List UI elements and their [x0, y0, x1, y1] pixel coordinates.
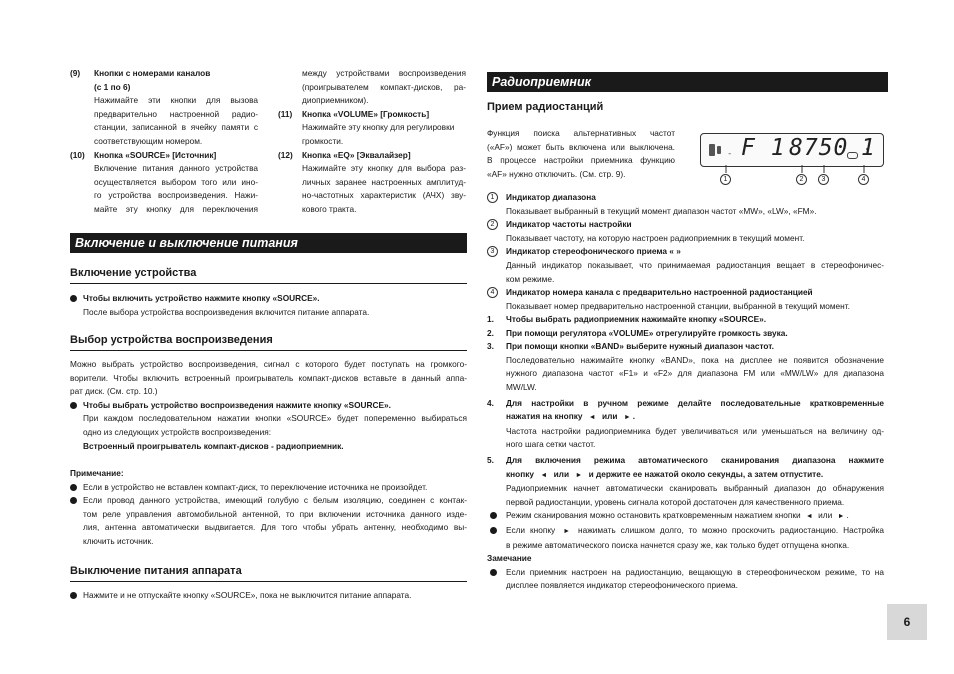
cont-line-1: между устройствами воспроизведения [302, 68, 466, 78]
callout-2: 2 [796, 174, 807, 185]
power-off-bullet: Нажмите и не отпускайте кнопку «SOURCE», пока не выключится питание аппарата. [83, 590, 412, 600]
bullet-icon [490, 527, 497, 534]
right-arrow-icon: ► [563, 527, 571, 535]
bullet-2-text-c: в режиме автоматического поиска начнется сразу же, как только будет отпущена кнопка. [506, 539, 850, 550]
item-9-line-3: станции, записанной в ячейку памяти с [94, 122, 258, 133]
power-off-block [70, 589, 480, 603]
display-channel: 1 [861, 135, 875, 161]
bullet-2-text-b: нажимать слишком долго, то можно проскочить радиостанцию. Настройка [578, 524, 885, 535]
step-5-number: 5. [487, 454, 494, 465]
ind-1-text: Показывает выбранный в текущий момент диапазон частот «MW», «LW», «FM». [506, 205, 817, 216]
step-5-or: или [553, 468, 570, 479]
bullet-1-or: или [818, 510, 833, 521]
power-on-text: После выбора устройства воспроизведения включится питание аппарата. [83, 306, 370, 317]
remark-label: Замечание [487, 553, 532, 564]
right-arrow-icon: ► [623, 414, 631, 422]
step-4-number: 4. [487, 397, 494, 408]
stereo-indicator-icon [847, 152, 858, 159]
item-12-line-1: Нажимайте эту кнопку для выбора раз- [302, 163, 466, 174]
cd-icon [709, 144, 715, 156]
step-4-line-2: нажатия на кнопку [506, 411, 583, 422]
power-off-heading: Выключение питания аппарата [70, 564, 467, 582]
item-9-line-1: Нажимайте эти кнопки для вызова [94, 95, 258, 106]
item-12-line-2: личных заранее настроенных амплитуд- [302, 176, 466, 187]
item-10-line-2: осуществляется выбором того или ино- [94, 176, 258, 187]
note-2-line-2: том реле управления автомобильной антенной, то при включении источника данного изде- [83, 508, 467, 519]
step-5-text-2: первой радиостанции, уровень сигнала которой достаточен для качественного приема. [506, 496, 845, 507]
note-1: Если в устройство не вставлен компакт-диск, то переключение источника не произойдет. [83, 481, 428, 492]
step-3-line-2: нужного диапазона частот «F1» и «F2» для диапазона FM или «MW/LW» для диапазона [506, 368, 884, 379]
item-12-title: Кнопка «EQ» [Эквалайзер] [302, 149, 411, 160]
ind-2-text: Показывает частоту, на которую настроен радиоприемник в текущий момент. [506, 232, 805, 243]
power-on-bullet: Чтобы включить устройство нажмите кнопку «SOURCE». [83, 293, 320, 303]
ind-3-marker: 3 [487, 246, 498, 257]
step-1-number: 1. [487, 314, 494, 324]
remark-line-1: Если приемник настроен на радиостанцию, вещающую в стереофоническом режиме, то на [506, 566, 884, 577]
display-band: F 1 [741, 135, 786, 161]
cont-line-2: (проигрывателем компакт-дисков, ра- [302, 81, 466, 92]
steps-list: 1. Чтобы выбрать радиоприемник нажимайте кнопку «SOURCE». 2. При помощи регулятора «VOLUME» отрегулируйте громкость звука. 3. При помощи кнопки «BAND» выберите нужный диапазон частот. Последовательно нажимайте кнопку «BAND», пока на дисплее не появится обозначение нужного диапазона частот «F1» и «F2» для диапазона FM или «MW/LW» для диапазона MW/LW. 4. Для настройки в ручном режиме делайте последовательные кратковременные нажатия на кнопку ◄ или ► . Частота настройки радиоприемника будет увеличиваться или уменьшаться на величину од- ного шага сетки частот. 5. Для включения режима автоматического сканирования диапазона нажмите кнопку ◄ или ► и держите ее нажатой около секунды, а затем отпустите. Радиоприемник начнет автоматически сканировать выбранный диапазон до обнаружения первой радиостанции, уровень сигнала которой достаточен для качественного приема. Режим сканирования можно остановить кратковременным нажатием кнопки ◄ или ► . Если кнопку ► нажимать слишком долго, то можно проскочить радиостанцию. Настройка в режиме автоматического поиска начнется сразу же, как только будет отпущена кнопка. Замечание Если приемник настроен на радиостанцию, вещающую в стереофоническом режиме, то на дисплее появляется индикатор стереофонического приема. [487, 313, 884, 593]
item-12-line-4: кового тракта. [302, 203, 357, 214]
bullet-icon [70, 592, 77, 599]
radio-section-bar: Радиоприемник [487, 72, 888, 92]
intro-line-2: («AF») может быть включена или выключена. [487, 141, 675, 152]
step-5-line-1: Для включения режима автоматического сканирования диапазона нажмите [506, 454, 884, 465]
note-block [70, 467, 467, 549]
item-9-line-4: соответствующим номером. [94, 135, 203, 146]
radio-intro [487, 127, 675, 181]
step-3-number: 3. [487, 341, 494, 352]
item-11-title: Кнопка «VOLUME» [Громкость] [302, 108, 430, 119]
intro-line-3: В процессе настройки приемника функцию [487, 155, 675, 166]
item-10-line-4: майте эту кнопку для переключения [94, 203, 258, 214]
step-2: При помощи регулятора «VOLUME» отрегулируйте громкость звука. [506, 327, 788, 338]
item-9-title: Кнопки с номерами каналов [94, 68, 211, 78]
select-block [70, 358, 467, 453]
callout-4: 4 [858, 174, 869, 185]
bullet-icon [70, 484, 77, 491]
note-2-line-1: Если провод данного устройства, имеющий голубую с белым изоляцию, соединен с контак- [83, 495, 467, 506]
step-4-text-1: Частота настройки радиоприемника будет увеличиваться или уменьшаться на величину од- [506, 425, 884, 436]
left-arrow-icon: ◄ [588, 414, 596, 422]
callout-1: 1 [720, 174, 731, 185]
note-2-line-3: лия, антенна автоматически выдвигается. Для того чтобы убрать антенну, необходимо вы- [83, 522, 467, 533]
select-line-3: рат диск. (См. стр. 10.) [70, 386, 158, 397]
bullet-icon [70, 497, 77, 504]
item-10-line-3: го устройства воспроизведения. Нажи- [94, 190, 258, 201]
step-3: При помощи кнопки «BAND» выберите нужный диапазон частот. [506, 341, 774, 352]
ind-3-line-2: ком режиме. [506, 273, 555, 284]
step-5-line-2b: и держите ее нажатой около секунды, а затем отпустите. [588, 468, 824, 479]
page-number: 6 [887, 604, 927, 640]
step-4-or: или [602, 411, 618, 422]
ind-2-marker: 2 [487, 219, 498, 230]
item-10-line-1: Включение питания данного устройства [94, 163, 258, 174]
step-5-line-2: кнопку [506, 468, 535, 479]
note-label: Примечание: [70, 468, 124, 478]
select-heading: Выбор устройства воспроизведения [70, 333, 467, 351]
cont-line-3: диоприемником). [302, 95, 369, 106]
bullet-icon [70, 402, 77, 409]
step-2-number: 2. [487, 327, 494, 338]
power-section-bar: Включение и выключение питания [70, 233, 467, 253]
select-line-1: Можно выбрать устройство воспроизведения, сигнал с которого будет поступать на громкого- [70, 359, 467, 369]
ind-1-marker: 1 [487, 192, 498, 203]
radio-display [700, 133, 884, 167]
item-10-title: Кнопка «SOURCE» [Источник] [94, 149, 217, 160]
radio-heading: Прием радиостанций [487, 101, 604, 113]
right-arrow-icon: ► [575, 471, 583, 479]
bullet-icon [70, 295, 77, 302]
item-9-number: (9) [70, 68, 81, 78]
right-arrow-icon: ► [837, 513, 845, 521]
ind-4-text: Показывает номер предварительно настроенной станции, выбранной в текущий момент. [506, 300, 850, 311]
select-bold-line: Встроенный проигрыватель компакт-дисков - радиоприемник. [83, 440, 344, 451]
step-5-text-1: Радиоприемник начнет автоматически сканировать выбранный диапазон до обнаружения [506, 483, 884, 494]
item-9-line-2: предварительно настроенной радио- [94, 108, 258, 119]
bullet-icon [490, 512, 497, 519]
item-9 [70, 67, 258, 217]
item-11-number: (11) [278, 108, 293, 119]
item-12-line-3: но-частотных характеристик (АЧХ) зву- [302, 190, 466, 201]
item-11-line-1: Нажимайте эту кнопку для регулировки [302, 122, 455, 133]
ind-1-title: Индикатор диапазона [506, 192, 596, 202]
ind-2-title: Индикатор частоты настройки [506, 219, 632, 230]
item-11-line-2: громкости. [302, 135, 344, 146]
step-1: Чтобы выбрать радиоприемник нажимайте кнопку «SOURCE». [506, 314, 767, 324]
item-9-title-2: (с 1 по 6) [94, 81, 131, 92]
step-4-line-1: Для настройки в ручном режиме делайте последовательные кратковременные [506, 397, 884, 408]
step-3-line-1: Последовательно нажимайте кнопку «BAND», пока на дисплее не появится обозначение [506, 354, 884, 365]
display-dash: - [727, 149, 733, 159]
bullet-2-text-a: Если кнопку [506, 524, 556, 535]
left-arrow-icon: ◄ [540, 471, 548, 479]
power-on-heading: Включение устройства [70, 266, 467, 284]
remark-line-2: дисплее появляется индикатор стереофонического приема. [506, 580, 738, 591]
callout-3: 3 [818, 174, 829, 185]
select-bullet-line-1: При каждом последовательном нажатии кнопки «SOURCE» будет попеременно выбираться [83, 413, 467, 424]
speaker-icon [717, 146, 721, 154]
bullet-icon [490, 569, 497, 576]
item-11-12 [278, 67, 466, 217]
step-4-text-2: ного шага сетки частот. [506, 439, 596, 450]
indicator-list [487, 191, 884, 313]
intro-line-1: Функция поиска альтернативных частот [487, 128, 675, 138]
power-on-block [70, 292, 467, 319]
item-12-number: (12) [278, 149, 293, 160]
ind-3-title: Индикатор стереофонического приема « » [506, 246, 681, 257]
ind-4-marker: 4 [487, 287, 498, 298]
select-line-2: ворители. Чтобы включить встроенный проигрыватель компакт-дисков вставьте в данный аппа- [70, 372, 467, 383]
display-frequency: 8750 [789, 135, 849, 161]
item-10-number: (10) [70, 149, 85, 160]
bullet-1-text: Режим сканирования можно остановить кратковременным нажатием кнопки [506, 510, 801, 521]
ind-4-title: Индикатор номера канала с предварительно настроенной радиостанцией [506, 287, 813, 298]
select-bullet: Чтобы выбрать устройство воспроизведения нажмите кнопку «SOURCE». [83, 399, 391, 410]
left-arrow-icon: ◄ [805, 513, 813, 521]
intro-line-4: «AF» нужно отключить. (См. стр. 9). [487, 168, 626, 179]
ind-3-line-1: Данный индикатор показывает, что принимаемая радиостанция вещает в стереофоничес- [506, 259, 884, 270]
step-3-line-3: MW/LW. [506, 381, 537, 392]
select-bullet-line-2: одно из следующих устройств воспроизведения: [83, 426, 272, 437]
note-2-line-4: ключить источник. [83, 535, 154, 546]
